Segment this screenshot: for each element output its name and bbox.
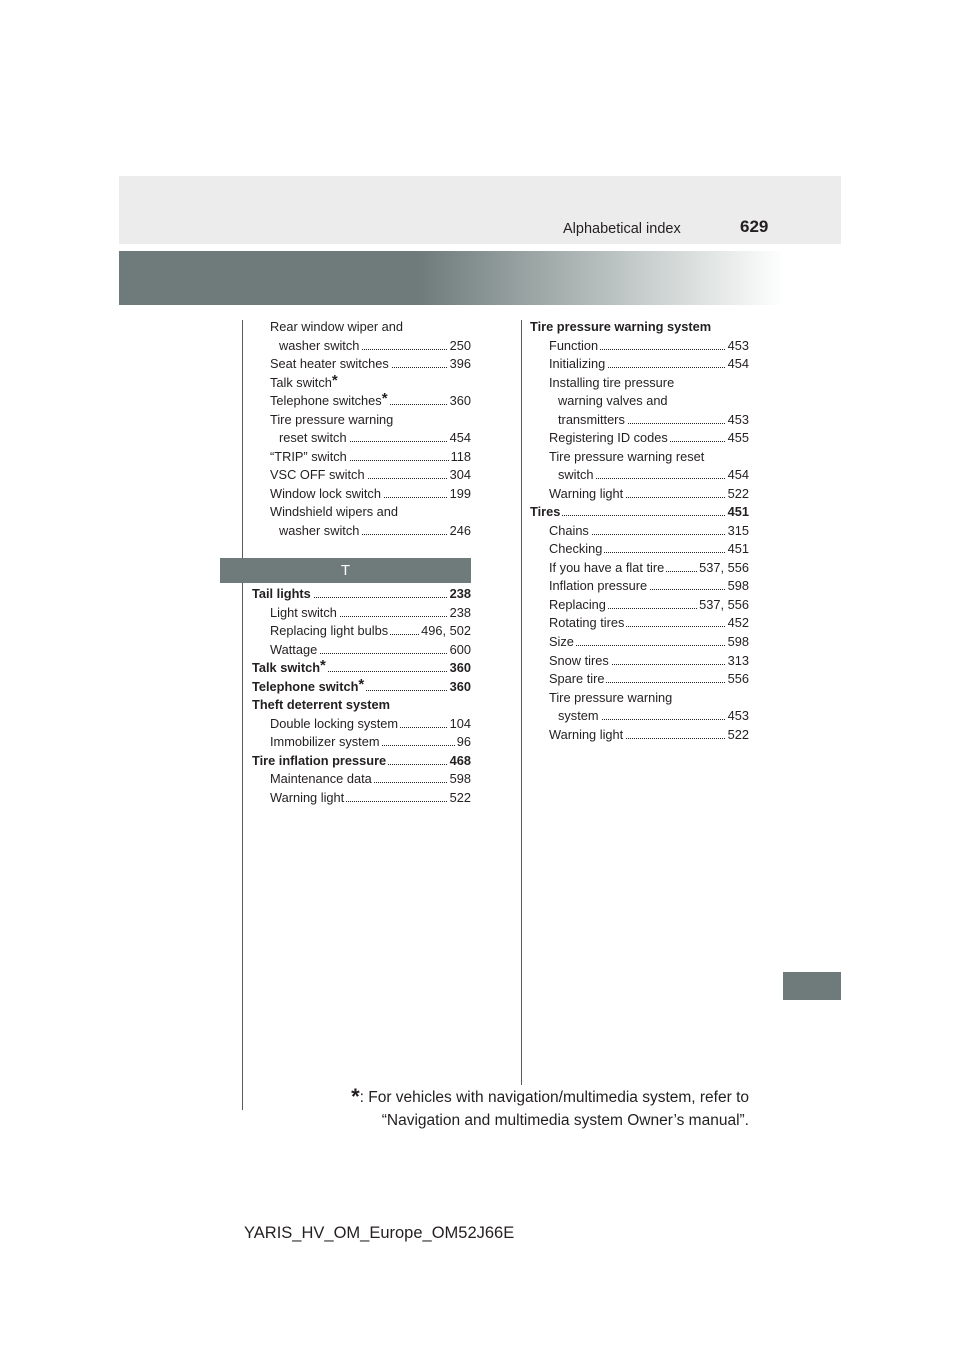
index-entry: [270, 448, 471, 466]
middle-column-divider: [521, 320, 522, 1085]
index-entry-term: Snow tires: [549, 652, 609, 668]
index-entry-term: Tire pressure warning: [549, 689, 673, 705]
index-entry: [270, 355, 471, 373]
index-entry: [252, 752, 471, 770]
index-entry: [549, 337, 749, 355]
index-entry: [270, 318, 471, 336]
index-entry-page: 522: [449, 789, 471, 805]
index-entry-term: Tire pressure warning system: [530, 319, 712, 334]
index-entry-term: Telephone switch*: [252, 675, 365, 694]
index-entry-term: Telephone switches*: [270, 390, 388, 409]
index-entry: [549, 374, 749, 392]
index-entry-term: Rear window wiper and: [270, 319, 404, 334]
index-entry: [558, 392, 749, 410]
page-title: Alphabetical index: [563, 221, 681, 237]
index-entry: [549, 559, 749, 577]
section-letter-bar: T: [220, 558, 471, 583]
index-entry-term: Talk switch*: [252, 657, 326, 676]
index-entry-page: 451: [727, 541, 749, 557]
index-entry-term: Inflation pressure: [549, 578, 648, 594]
index-entry: [270, 466, 471, 484]
index-entry-page: 522: [727, 726, 749, 742]
index-entry: [270, 715, 471, 733]
index-entry-page: 246: [449, 522, 471, 538]
footnote-marker: *: [381, 390, 388, 408]
index-entry-term: Tires: [530, 504, 561, 520]
index-entry-page: 598: [727, 634, 749, 649]
index-entry-term: Spare tire: [549, 671, 605, 687]
index-entry-term: Function: [549, 337, 599, 353]
index-entry: [270, 641, 471, 659]
page-number: 629: [740, 217, 769, 236]
index-entry-term: Immobilizer system: [270, 734, 380, 750]
document-code: YARIS_HV_OM_Europe_OM52J66E: [244, 1224, 515, 1242]
index-entry-term: If you have a flat tire: [549, 559, 665, 575]
index-entry-term: Maintenance data: [270, 771, 372, 787]
index-entry: [558, 411, 749, 429]
footnote-line-1: : For vehicles with navigation/multimedia system, refer to: [359, 1089, 749, 1106]
footnote: [351, 1085, 749, 1132]
index-entry: [270, 604, 471, 622]
footnote-marker: *: [358, 675, 365, 693]
index-entry: [549, 726, 749, 744]
index-entry: [530, 318, 749, 336]
left-column-divider: [242, 320, 243, 1110]
index-entry: [270, 371, 471, 392]
index-entry-term: Seat heater switches: [270, 356, 389, 372]
index-entry: [549, 614, 749, 632]
index-entry-term: Window lock switch: [270, 485, 381, 501]
index-entry-term: Theft deterrent system: [252, 697, 390, 713]
index-entry-term: Warning light: [549, 726, 624, 742]
index-entry: [270, 733, 471, 751]
index-entry-term: “TRIP” switch: [270, 448, 347, 464]
index-entry-term: Registering ID codes: [549, 430, 668, 446]
index-entry-term: Warning light: [270, 789, 345, 805]
index-entry-term: transmitters: [558, 411, 625, 427]
index-entry-term: Light switch: [270, 604, 337, 620]
index-thumb-tab: [783, 972, 841, 1000]
index-entry-term: washer switch: [279, 337, 360, 353]
index-entry-term: Rotating tires: [549, 615, 625, 631]
index-entry-page: 360: [449, 678, 471, 694]
index-entry: [252, 675, 471, 696]
footnote-star: *: [351, 1084, 360, 1109]
index-entry-page: 454: [727, 356, 749, 372]
index-entry-term: Windshield wipers and: [270, 504, 399, 520]
footnote-marker: *: [331, 371, 338, 389]
index-entry-term: system: [558, 708, 599, 724]
index-entry: [558, 707, 749, 725]
index-entry: [549, 429, 749, 447]
index-entry: [270, 789, 471, 807]
index-entry: [549, 596, 749, 614]
footnote-marker: *: [320, 657, 326, 675]
index-entry: [279, 522, 471, 540]
index-entry-term: Tail lights: [252, 586, 311, 601]
index-entry-page: 451: [727, 504, 749, 520]
index-entry-term: Initializing: [549, 356, 606, 372]
header-bar: [119, 176, 841, 244]
index-entry-page: 453: [727, 411, 749, 427]
index-entry-page: 104: [449, 715, 471, 731]
index-entry-term: switch: [558, 467, 594, 483]
index-entry-term: VSC OFF switch: [270, 467, 365, 483]
index-entry: [549, 652, 749, 670]
index-entry-term: Warning light: [549, 485, 624, 501]
index-entry-page: 396: [449, 356, 471, 372]
index-entry-term: Tire inflation pressure: [252, 752, 387, 768]
index-entry: [252, 696, 471, 714]
index-entry-page: 313: [727, 652, 749, 668]
index-entry: [279, 429, 471, 447]
index-entry-page: 199: [449, 485, 471, 501]
index-entry: [270, 503, 471, 521]
index-entry-page: 250: [449, 337, 471, 353]
index-entry-term: Talk switch*: [270, 371, 338, 390]
index-entry: [549, 355, 749, 373]
index-entry: [549, 670, 749, 688]
index-entry-page: 360: [449, 393, 471, 409]
index-entry-term: Tire pressure warning reset: [549, 448, 705, 464]
index-entry-term: Size: [549, 634, 574, 649]
index-entry: [549, 540, 749, 558]
index-entry-page: 556: [727, 671, 749, 687]
index-entry-page: 600: [449, 641, 471, 657]
index-entry: [270, 392, 471, 410]
index-entry-term: Chains: [549, 522, 589, 538]
footnote-line-2: “Navigation and multimedia system Owner’s manual”.: [381, 1112, 749, 1129]
index-entry: [270, 485, 471, 503]
index-entry-page: 453: [727, 337, 749, 353]
index-entry-term: Wattage: [270, 641, 318, 657]
dot-leader: [530, 515, 749, 516]
index-entry-term: washer switch: [279, 522, 360, 538]
index-entry-page: 96: [456, 734, 471, 750]
index-entry-page: 454: [449, 430, 471, 446]
index-entry-page: 238: [449, 604, 471, 620]
index-entry: [549, 522, 749, 540]
index-entry-page: 238: [449, 586, 471, 601]
index-entry-page: 452: [727, 615, 749, 631]
index-entry: [530, 503, 749, 521]
header-gradient-band: [119, 251, 784, 305]
index-entry: [558, 466, 749, 484]
dot-leader: [549, 645, 749, 646]
index-entry-page: 315: [727, 522, 749, 538]
index-entry-term: Tire pressure warning: [270, 411, 394, 427]
index-entry-page: 468: [449, 752, 471, 768]
index-entry-term: Installing tire pressure: [549, 374, 675, 390]
index-entry: [270, 622, 471, 640]
index-entry-page: 454: [727, 467, 749, 483]
index-entry-page: 496, 502: [421, 623, 471, 639]
index-entry-page: 455: [727, 430, 749, 446]
index-entry-term: Replacing: [549, 596, 606, 612]
index-entry: [279, 337, 471, 355]
index-entry-term: Replacing light bulbs: [270, 623, 389, 639]
index-entry-page: 453: [727, 708, 749, 724]
index-entry: [549, 485, 749, 503]
index-entry-term: Checking: [549, 541, 603, 557]
index-entry: [270, 770, 471, 788]
index-entry-page: 304: [449, 467, 471, 483]
index-entry-page: 537, 556: [699, 596, 749, 612]
index-entry-page: 360: [449, 660, 471, 676]
index-entry-term: Double locking system: [270, 715, 399, 731]
index-entry: [549, 448, 749, 466]
index-entry: [270, 411, 471, 429]
index-entry: [549, 577, 749, 595]
index-entry-page: 598: [449, 771, 471, 787]
index-entry: [549, 633, 749, 651]
index-entry-term: warning valves and: [558, 393, 668, 409]
index-entry-page: 598: [727, 578, 749, 594]
index-entry-page: 118: [450, 448, 471, 464]
index-entry: [252, 659, 471, 677]
index-entry: [549, 689, 749, 707]
index-entry: [252, 585, 471, 603]
index-entry-page: 537, 556: [699, 559, 749, 575]
index-entry-term: reset switch: [279, 430, 347, 446]
index-entry-page: 522: [727, 485, 749, 501]
